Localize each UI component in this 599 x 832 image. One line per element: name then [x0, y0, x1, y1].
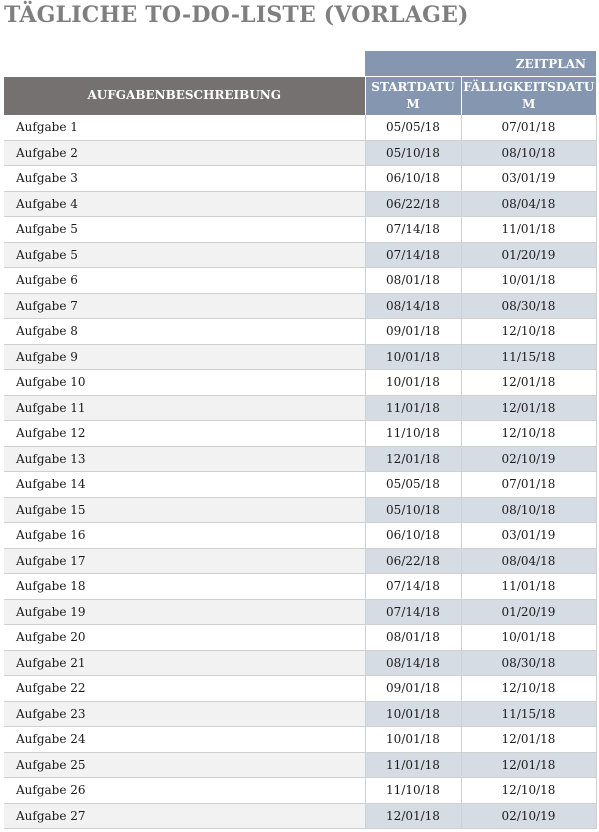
- task-cell: Aufgabe 20: [4, 625, 365, 651]
- column-header-start-label: STARTDATUM: [371, 80, 455, 111]
- due-date-cell: 08/10/18: [461, 140, 596, 166]
- table-row: [4, 446, 596, 472]
- start-date-cell: 10/01/18: [365, 370, 461, 396]
- table-row: [4, 166, 596, 192]
- start-date-cell: 11/01/18: [365, 752, 461, 778]
- task-cell: Aufgabe 7: [4, 293, 365, 319]
- task-cell: Aufgabe 13: [4, 446, 365, 472]
- table-row: [4, 650, 596, 676]
- task-cell: Aufgabe 10: [4, 370, 365, 396]
- start-date-cell: 08/14/18: [365, 293, 461, 319]
- task-cell: Aufgabe 6: [4, 268, 365, 294]
- column-header-description: AUFGABENBESCHREIBUNG: [4, 77, 365, 116]
- table-row: [4, 191, 596, 217]
- due-date-cell: 03/01/19: [461, 523, 596, 549]
- start-date-cell: 10/01/18: [365, 344, 461, 370]
- due-date-cell: 08/30/18: [461, 650, 596, 676]
- table-row: [4, 395, 596, 421]
- task-cell: Aufgabe 22: [4, 676, 365, 702]
- start-date-cell: 09/01/18: [365, 676, 461, 702]
- task-cell: Aufgabe 16: [4, 523, 365, 549]
- start-date-cell: 11/01/18: [365, 395, 461, 421]
- table-row: [4, 803, 596, 829]
- due-date-cell: 12/01/18: [461, 752, 596, 778]
- due-date-cell: 12/10/18: [461, 421, 596, 447]
- header-spacer: [4, 51, 365, 77]
- due-date-cell: 12/10/18: [461, 778, 596, 804]
- due-date-cell: 02/10/19: [461, 446, 596, 472]
- table-row: [4, 574, 596, 600]
- due-date-cell: 08/04/18: [461, 548, 596, 574]
- table-row: [4, 701, 596, 727]
- table-row: [4, 319, 596, 345]
- table-row: [4, 268, 596, 294]
- task-rows: [4, 115, 596, 829]
- table-row: [4, 497, 596, 523]
- start-date-cell: 06/10/18: [365, 166, 461, 192]
- task-cell: Aufgabe 8: [4, 319, 365, 345]
- due-date-cell: 11/15/18: [461, 344, 596, 370]
- task-cell: Aufgabe 11: [4, 395, 365, 421]
- task-cell: Aufgabe 12: [4, 421, 365, 447]
- start-date-cell: 09/01/18: [365, 319, 461, 345]
- start-date-cell: 07/14/18: [365, 599, 461, 625]
- table-row: [4, 778, 596, 804]
- table-row: [4, 676, 596, 702]
- start-date-cell: 05/10/18: [365, 497, 461, 523]
- start-date-cell: 07/14/18: [365, 217, 461, 243]
- column-header-due-label: FÄLLIGKEITSDATUM: [463, 80, 595, 111]
- task-cell: Aufgabe 9: [4, 344, 365, 370]
- task-cell: Aufgabe 4: [4, 191, 365, 217]
- start-date-cell: 11/10/18: [365, 421, 461, 447]
- schedule-group-header: ZEITPLAN: [365, 51, 596, 77]
- table-row: [4, 344, 596, 370]
- task-cell: Aufgabe 18: [4, 574, 365, 600]
- start-date-cell: 07/14/18: [365, 242, 461, 268]
- due-date-cell: 10/01/18: [461, 625, 596, 651]
- table-row: [4, 472, 596, 498]
- task-cell: Aufgabe 14: [4, 472, 365, 498]
- due-date-cell: 01/20/19: [461, 242, 596, 268]
- column-header-due-date: [461, 77, 596, 116]
- task-cell: Aufgabe 19: [4, 599, 365, 625]
- table-row: [4, 752, 596, 778]
- start-date-cell: 05/05/18: [365, 472, 461, 498]
- task-cell: Aufgabe 23: [4, 701, 365, 727]
- start-date-cell: 06/10/18: [365, 523, 461, 549]
- task-cell: Aufgabe 26: [4, 778, 365, 804]
- start-date-cell: 08/01/18: [365, 268, 461, 294]
- start-date-cell: 11/10/18: [365, 778, 461, 804]
- table-row: [4, 727, 596, 753]
- due-date-cell: 07/01/18: [461, 472, 596, 498]
- table-row: [4, 242, 596, 268]
- due-date-cell: 03/01/19: [461, 166, 596, 192]
- due-date-cell: 08/10/18: [461, 497, 596, 523]
- task-cell: Aufgabe 5: [4, 242, 365, 268]
- start-date-cell: 08/01/18: [365, 625, 461, 651]
- task-cell: Aufgabe 15: [4, 497, 365, 523]
- start-date-cell: 10/01/18: [365, 701, 461, 727]
- start-date-cell: 10/01/18: [365, 727, 461, 753]
- due-date-cell: 10/01/18: [461, 268, 596, 294]
- start-date-cell: 05/05/18: [365, 115, 461, 140]
- start-date-cell: 05/10/18: [365, 140, 461, 166]
- table-row: [4, 548, 596, 574]
- column-header-start-date: [365, 77, 461, 116]
- task-cell: Aufgabe 17: [4, 548, 365, 574]
- task-cell: Aufgabe 2: [4, 140, 365, 166]
- due-date-cell: 01/20/19: [461, 599, 596, 625]
- table-row: [4, 421, 596, 447]
- due-date-cell: 11/01/18: [461, 217, 596, 243]
- start-date-cell: 12/01/18: [365, 446, 461, 472]
- due-date-cell: 08/04/18: [461, 191, 596, 217]
- table-row: [4, 115, 596, 140]
- due-date-cell: 08/30/18: [461, 293, 596, 319]
- start-date-cell: 06/22/18: [365, 191, 461, 217]
- due-date-cell: 12/10/18: [461, 676, 596, 702]
- task-cell: Aufgabe 5: [4, 217, 365, 243]
- due-date-cell: 12/01/18: [461, 370, 596, 396]
- start-date-cell: 06/22/18: [365, 548, 461, 574]
- page-title: TÄGLICHE TO-DO-LISTE (VORLAGE): [4, 2, 469, 28]
- task-cell: Aufgabe 25: [4, 752, 365, 778]
- due-date-cell: 11/01/18: [461, 574, 596, 600]
- due-date-cell: 02/10/19: [461, 803, 596, 829]
- table-row: [4, 140, 596, 166]
- task-cell: Aufgabe 24: [4, 727, 365, 753]
- todo-table: [4, 51, 597, 829]
- due-date-cell: 11/15/18: [461, 701, 596, 727]
- table-row: [4, 293, 596, 319]
- table-row: [4, 370, 596, 396]
- due-date-cell: 12/01/18: [461, 727, 596, 753]
- table-row: [4, 217, 596, 243]
- table-row: [4, 523, 596, 549]
- table-row: [4, 625, 596, 651]
- task-cell: Aufgabe 3: [4, 166, 365, 192]
- table-row: [4, 599, 596, 625]
- due-date-cell: 12/10/18: [461, 319, 596, 345]
- due-date-cell: 12/01/18: [461, 395, 596, 421]
- start-date-cell: 08/14/18: [365, 650, 461, 676]
- start-date-cell: 07/14/18: [365, 574, 461, 600]
- task-cell: Aufgabe 1: [4, 115, 365, 140]
- start-date-cell: 12/01/18: [365, 803, 461, 829]
- task-cell: Aufgabe 27: [4, 803, 365, 829]
- task-cell: Aufgabe 21: [4, 650, 365, 676]
- due-date-cell: 07/01/18: [461, 115, 596, 140]
